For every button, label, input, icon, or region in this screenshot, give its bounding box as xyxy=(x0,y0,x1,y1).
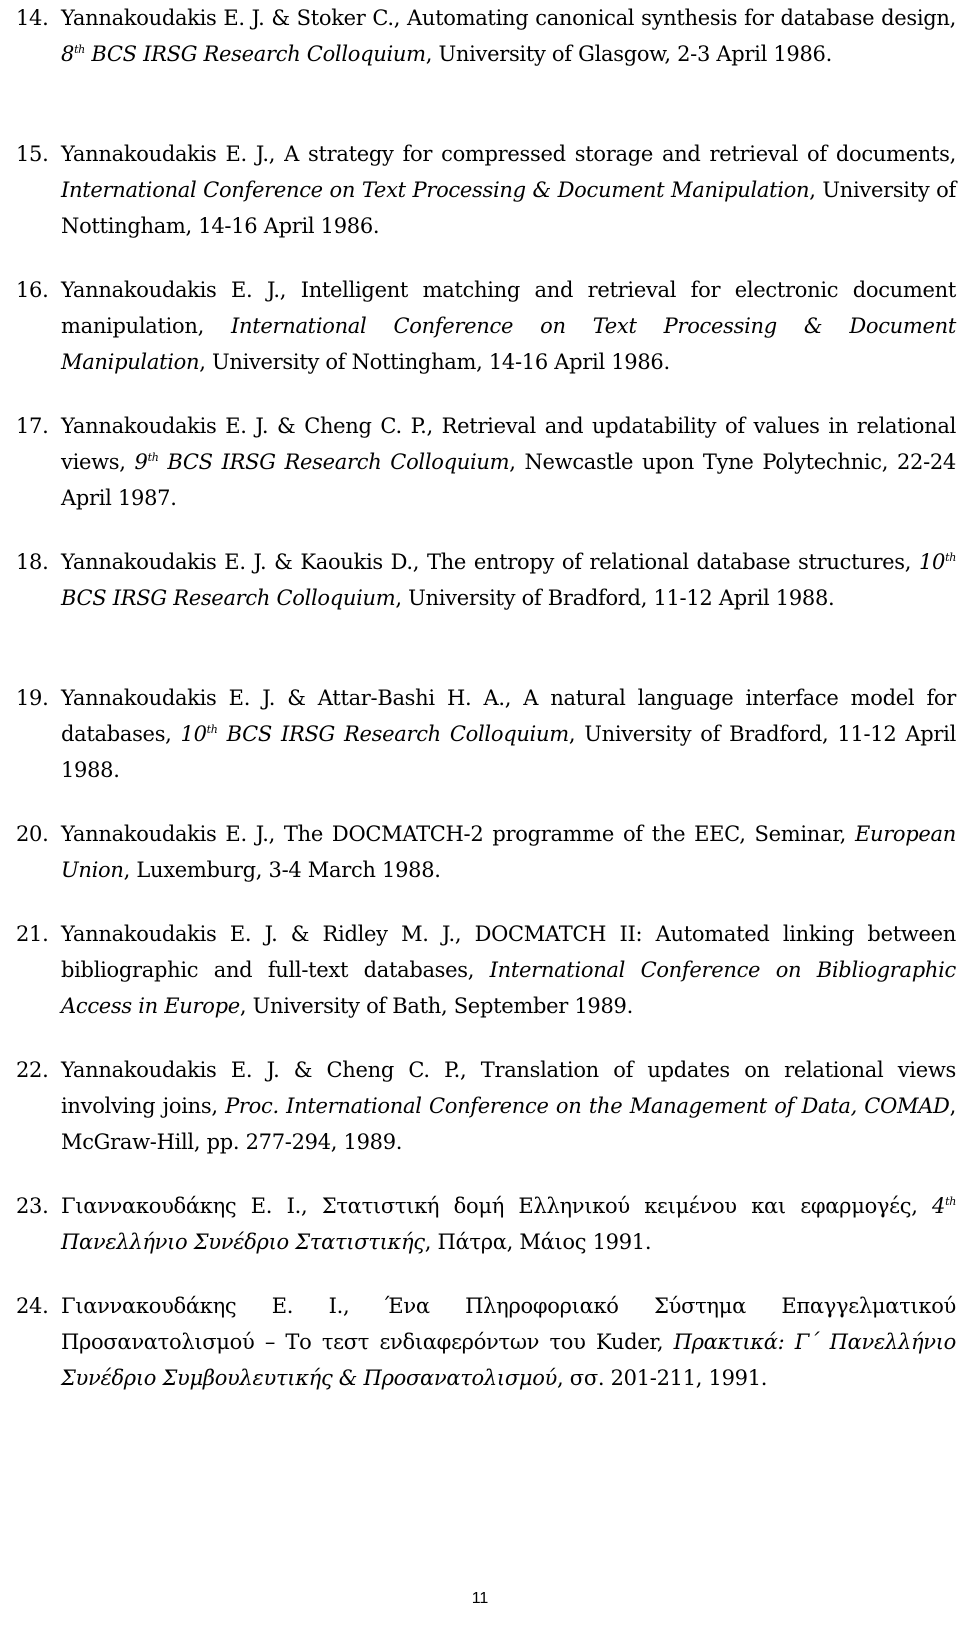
reference-number: 22. xyxy=(16,1058,49,1082)
reference-text-run: , University of Glasgow, 2-3 April 1986. xyxy=(425,42,832,66)
reference-title-italic: Proc. International Conference on the Management of Data, COMAD xyxy=(225,1094,950,1118)
reference-number: 16. xyxy=(16,278,49,302)
reference-text xyxy=(61,680,956,788)
reference-text xyxy=(61,1288,956,1396)
reference-text-run: , Newcastle upon Tyne Polytechnic, 22-24 April 1987. xyxy=(61,450,956,510)
reference-number: 21. xyxy=(16,922,49,946)
reference-title-italic: 4 xyxy=(932,1194,946,1218)
reference-text xyxy=(61,408,956,516)
reference-title-italic: 9 xyxy=(134,450,148,474)
reference-text-run: , University of Bath, September 1989. xyxy=(239,994,633,1018)
reference-number: 23. xyxy=(16,1194,49,1218)
reference-text-run: Yannakoudakis E. J., Intelligent matching and retrieval for electronic document manipulation, xyxy=(61,278,956,338)
page-number: 11 xyxy=(471,1590,489,1607)
reference-title-italic: International Conference on Text Processing & Document Manipulation xyxy=(61,314,956,374)
reference-text-run: , Luxemburg, 3-4 March 1988. xyxy=(123,858,441,882)
reference-title-italic: 8 xyxy=(61,42,75,66)
reference-title-italic: BCS IRSG Research Colloquium xyxy=(217,722,569,746)
reference-number: 20. xyxy=(16,822,49,846)
reference-text xyxy=(61,816,956,888)
ordinal-superscript: th xyxy=(74,43,85,56)
reference-title-italic: BCS IRSG Research Colloquium xyxy=(84,42,426,66)
ordinal-superscript: th xyxy=(945,551,956,564)
reference-text-run: , University of Nottingham, 14-16 April 1986. xyxy=(61,178,956,238)
reference-text-run: Yannakoudakis E. J. & Ridley M. J., DOCMATCH II: Automated linking between bibliographic and full-text databases, xyxy=(61,922,956,982)
reference-text-run: Yannakoudakis E. J., The DOCMATCH-2 programme of the EEC, Seminar, xyxy=(61,822,855,846)
reference-text-run: Yannakoudakis E. J. & Cheng C. P., Retrieval and updatability of values in relational views, xyxy=(61,414,956,474)
reference-number: 15. xyxy=(16,142,49,166)
reference-text xyxy=(61,916,956,1024)
reference-text xyxy=(61,272,956,380)
reference-title-italic: International Conference on Bibliographic Access in Europe xyxy=(61,958,956,1018)
reference-title-italic: International Conference on Text Processing & Document Manipulation xyxy=(61,178,810,202)
reference-number: 19. xyxy=(16,686,49,710)
reference-title-italic: Πρακτικά: Γ΄ Πανελλήνιο Συνέδριο Συμβουλευτικής & Προσανατολισμού xyxy=(61,1330,956,1390)
reference-number: 18. xyxy=(16,550,49,574)
reference-text-run: Yannakoudakis E. J. & Stoker C., Automating canonical synthesis for database design, xyxy=(61,6,956,30)
reference-title-italic: Πανελλήνιο Συνέδριο Στατιστικής xyxy=(61,1230,425,1254)
reference-text xyxy=(61,136,956,244)
reference-text-run: , σσ. 201-211, 1991. xyxy=(557,1366,768,1390)
reference-number: 14. xyxy=(16,6,49,30)
reference-title-italic: BCS IRSG Research Colloquium xyxy=(158,450,510,474)
reference-text-run: , McGraw-Hill, pp. 277-294, 1989. xyxy=(61,1094,956,1154)
reference-text-run: Yannakoudakis E. J. & Attar-Bashi H. A., A natural language interface model for databases, xyxy=(61,686,956,746)
ordinal-superscript: th xyxy=(945,1195,956,1208)
reference-text-run: , University of Bradford, 11-12 April 1988. xyxy=(61,722,957,782)
reference-title-italic: 10 xyxy=(918,550,946,574)
reference-text xyxy=(61,0,956,72)
reference-text-run: Yannakoudakis E. J. & Kaoukis D., The entropy of relational database structures, xyxy=(61,550,919,574)
reference-number: 17. xyxy=(16,414,49,438)
reference-title-italic: European Union xyxy=(61,822,956,882)
reference-text-run: Yannakoudakis E. J., A strategy for compressed storage and retrieval of documents, xyxy=(61,142,956,166)
reference-text-run: Γιαννακουδάκης Ε. Ι., Ένα Πληροφοριακό Σύστημα Επαγγελματικού Προσανατολισμού – Το τεστ ενδιαφερόντων του Kuder, xyxy=(61,1294,956,1354)
reference-text xyxy=(61,544,956,616)
reference-title-italic: BCS IRSG Research Colloquium xyxy=(61,586,396,610)
reference-text-run: Yannakoudakis E. J. & Cheng C. P., Translation of updates on relational views involving joins, xyxy=(61,1058,956,1118)
reference-text xyxy=(61,1188,956,1260)
reference-text-run: , Πάτρα, Μάιος 1991. xyxy=(424,1230,652,1254)
reference-text-run: Γιαννακουδάκης Ε. Ι., Στατιστική δομή Ελληνικού κειμένου και εφαρμογές, xyxy=(61,1194,933,1218)
reference-text xyxy=(61,1052,956,1160)
reference-text-run: , University of Nottingham, 14-16 April 1986. xyxy=(199,350,670,374)
ordinal-superscript: th xyxy=(206,723,218,736)
reference-number: 24. xyxy=(16,1294,49,1318)
reference-text-run: , University of Bradford, 11-12 April 1988. xyxy=(395,586,835,610)
ordinal-superscript: th xyxy=(147,451,159,464)
reference-title-italic: 10 xyxy=(180,722,207,746)
